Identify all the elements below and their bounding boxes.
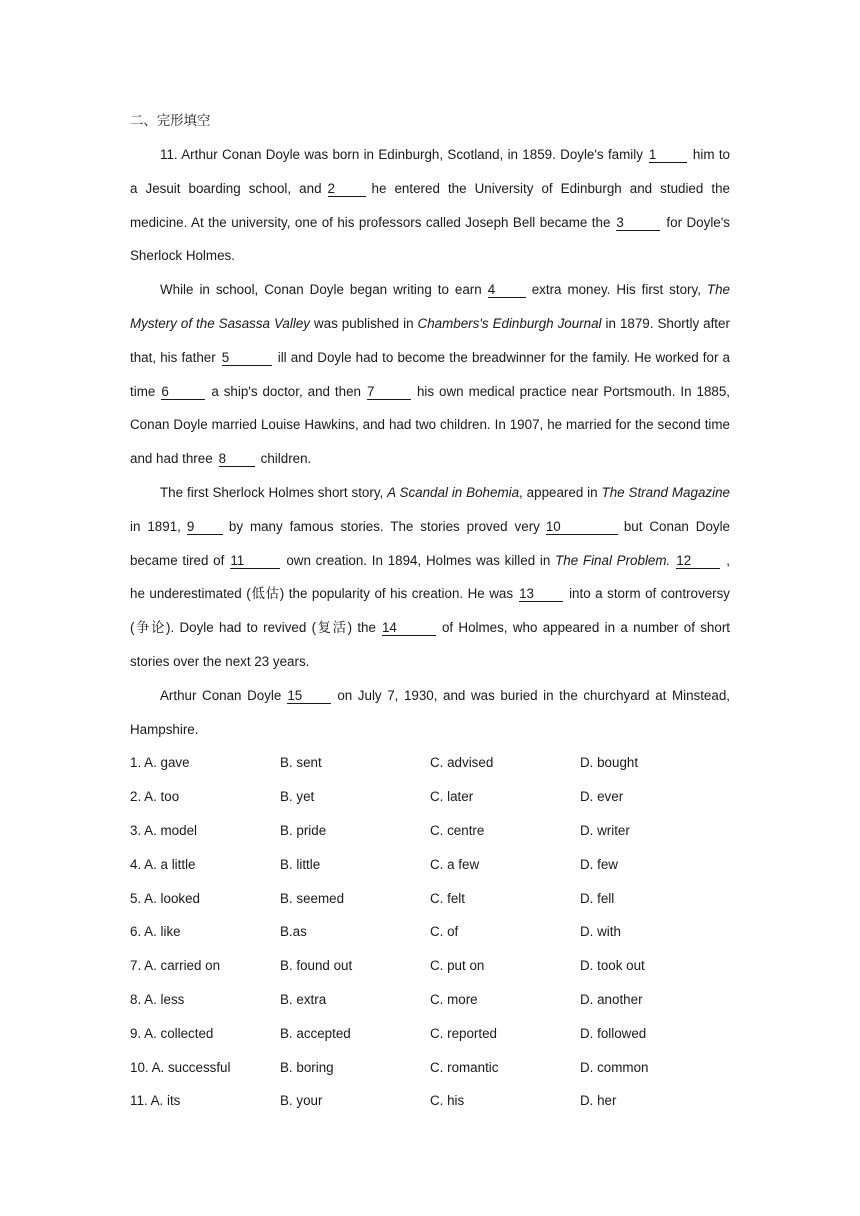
option-a: 5. A. looked	[130, 890, 200, 906]
option-b: B. sent	[280, 755, 322, 771]
passage-paragraph-4	[130, 679, 730, 747]
passage-paragraph-2	[130, 273, 730, 476]
text: in 1891,	[130, 518, 181, 534]
option-b: B. accepted	[280, 1025, 351, 1041]
option-d: D. ever	[580, 789, 624, 805]
option-a: 9. A. collected	[130, 1025, 214, 1041]
option-a: 7. A. carried on	[130, 958, 221, 974]
blank-8: 8	[219, 452, 255, 467]
option-d: D. took out	[580, 958, 645, 974]
italic-title: Chambers's Edinburgh Journal	[417, 315, 602, 331]
text: his own medical practice near Portsmouth. In 1885, Conan Doyle married Louise Hawkins, and had two children. In 1907, he married for the second time and had three	[130, 383, 731, 467]
option-row-10	[130, 1051, 730, 1085]
blank-11: 11	[230, 554, 280, 569]
text: in 1879. Shortly after that, his father	[130, 315, 730, 365]
option-row-11	[130, 1084, 730, 1118]
text: While in school, Conan Doyle began writing to earn	[160, 282, 482, 298]
blank-14: 14	[382, 621, 436, 636]
blank-15: 15	[287, 689, 331, 704]
text: own creation. In 1894, Holmes was killed in	[286, 552, 551, 568]
option-row-5	[130, 882, 730, 916]
option-c: C. felt	[430, 890, 465, 906]
option-d: D. bought	[580, 755, 639, 771]
option-b: B. yet	[280, 789, 315, 805]
option-c: C. a few	[430, 856, 480, 872]
passage-paragraph-3	[130, 476, 730, 679]
blank-13: 13	[519, 587, 563, 602]
section-title: 二、完形填空	[130, 113, 211, 128]
option-b: B. little	[280, 856, 321, 872]
option-c: C. advised	[430, 755, 494, 771]
document-page	[130, 104, 730, 1118]
blank-12: 12	[676, 554, 720, 569]
italic-title: The Strand Magazine	[601, 484, 730, 500]
text: children.	[260, 451, 312, 467]
italic-title: The Mystery of the Sasassa Valley	[130, 282, 730, 331]
option-row-4	[130, 848, 730, 882]
option-c: C. put on	[430, 958, 485, 974]
option-row-8	[130, 983, 730, 1017]
option-b: B. your	[280, 1093, 323, 1109]
text: a ship's doctor, and then	[211, 383, 361, 399]
option-row-6	[130, 915, 730, 949]
blank-4: 4	[488, 283, 526, 298]
option-c: C. centre	[430, 822, 485, 838]
option-row-1	[130, 746, 730, 780]
option-a: 8. A. less	[130, 991, 185, 1007]
option-d: D. fell	[580, 890, 615, 906]
text: was published in	[313, 315, 414, 331]
option-a: 2. A. too	[130, 789, 180, 805]
option-a: 3. A. model	[130, 822, 197, 838]
text: into a storm of controversy (争论). Doyle had to revived (复活) the	[130, 586, 730, 636]
text: by many famous stories. The stories proved very	[228, 518, 540, 534]
option-b: B. pride	[280, 822, 327, 838]
blank-3: 3	[616, 216, 660, 231]
text: for Doyle's Sherlock Holmes.	[130, 214, 730, 264]
italic-title: The Final Problem.	[555, 552, 671, 568]
option-c: C. his	[430, 1093, 465, 1109]
answer-options	[130, 746, 730, 1118]
option-c: C. later	[430, 789, 474, 805]
option-b: B.as	[280, 924, 307, 940]
blank-10: 10	[546, 520, 618, 535]
option-d: D. few	[580, 856, 618, 872]
option-c: C. more	[430, 991, 478, 1007]
text: , appeared in	[519, 484, 598, 500]
option-a: 10. A. successful	[130, 1059, 231, 1075]
blank-6: 6	[161, 385, 205, 400]
option-a: 1. A. gave	[130, 755, 190, 771]
option-b: B. extra	[280, 991, 327, 1007]
italic-title: A Scandal in Bohemia	[387, 484, 520, 500]
option-row-3	[130, 814, 730, 848]
text: Arthur Conan Doyle	[160, 687, 282, 703]
text: ill and Doyle had to become the breadwinner for the family. He worked for a time	[130, 349, 731, 399]
text: he entered the University of Edinburgh and studied the medicine. At the university, one of his professors called Joseph Bell became the	[130, 180, 730, 230]
text: The first Sherlock Holmes short story,	[160, 484, 384, 500]
option-d: D. her	[580, 1093, 617, 1109]
option-b: B. seemed	[280, 890, 345, 906]
option-b: B. boring	[280, 1059, 334, 1075]
text: , he underestimated (低估) the popularity of his creation. He was	[130, 552, 730, 602]
text: on July 7, 1930, and was buried in the churchyard at Minstead, Hampshire.	[130, 687, 730, 737]
blank-7: 7	[367, 385, 411, 400]
option-a: 6. A. like	[130, 924, 181, 940]
option-d: D. writer	[580, 822, 630, 838]
option-c: C. of	[430, 924, 459, 940]
text: of Holmes, who appeared in a number of short stories over the next 23 years.	[130, 620, 731, 669]
option-c: C. reported	[430, 1025, 497, 1041]
text: 11. Arthur Conan Doyle was born in Edinburgh, Scotland, in 1859. Doyle's family	[160, 147, 643, 162]
option-row-7	[130, 949, 730, 983]
option-d: D. common	[580, 1059, 649, 1075]
option-d: D. with	[580, 924, 621, 940]
text: him to a Jesuit boarding school, and	[130, 147, 730, 196]
option-c: C. romantic	[430, 1059, 499, 1075]
option-d: D. another	[580, 991, 643, 1007]
text: extra money. His first story,	[531, 282, 701, 298]
blank-1: 1	[649, 148, 687, 163]
text: but Conan Doyle became tired of	[130, 518, 731, 568]
blank-5: 5	[222, 351, 272, 366]
blank-2: 2	[328, 182, 366, 197]
option-a: 4. A. a little	[130, 856, 196, 872]
option-row-2	[130, 780, 730, 814]
blank-9: 9	[187, 520, 223, 535]
option-b: B. found out	[280, 958, 353, 974]
option-a: 11. A. its	[130, 1093, 181, 1109]
option-d: D. followed	[580, 1025, 647, 1041]
option-row-9	[130, 1017, 730, 1051]
passage-paragraph-1	[130, 138, 730, 273]
